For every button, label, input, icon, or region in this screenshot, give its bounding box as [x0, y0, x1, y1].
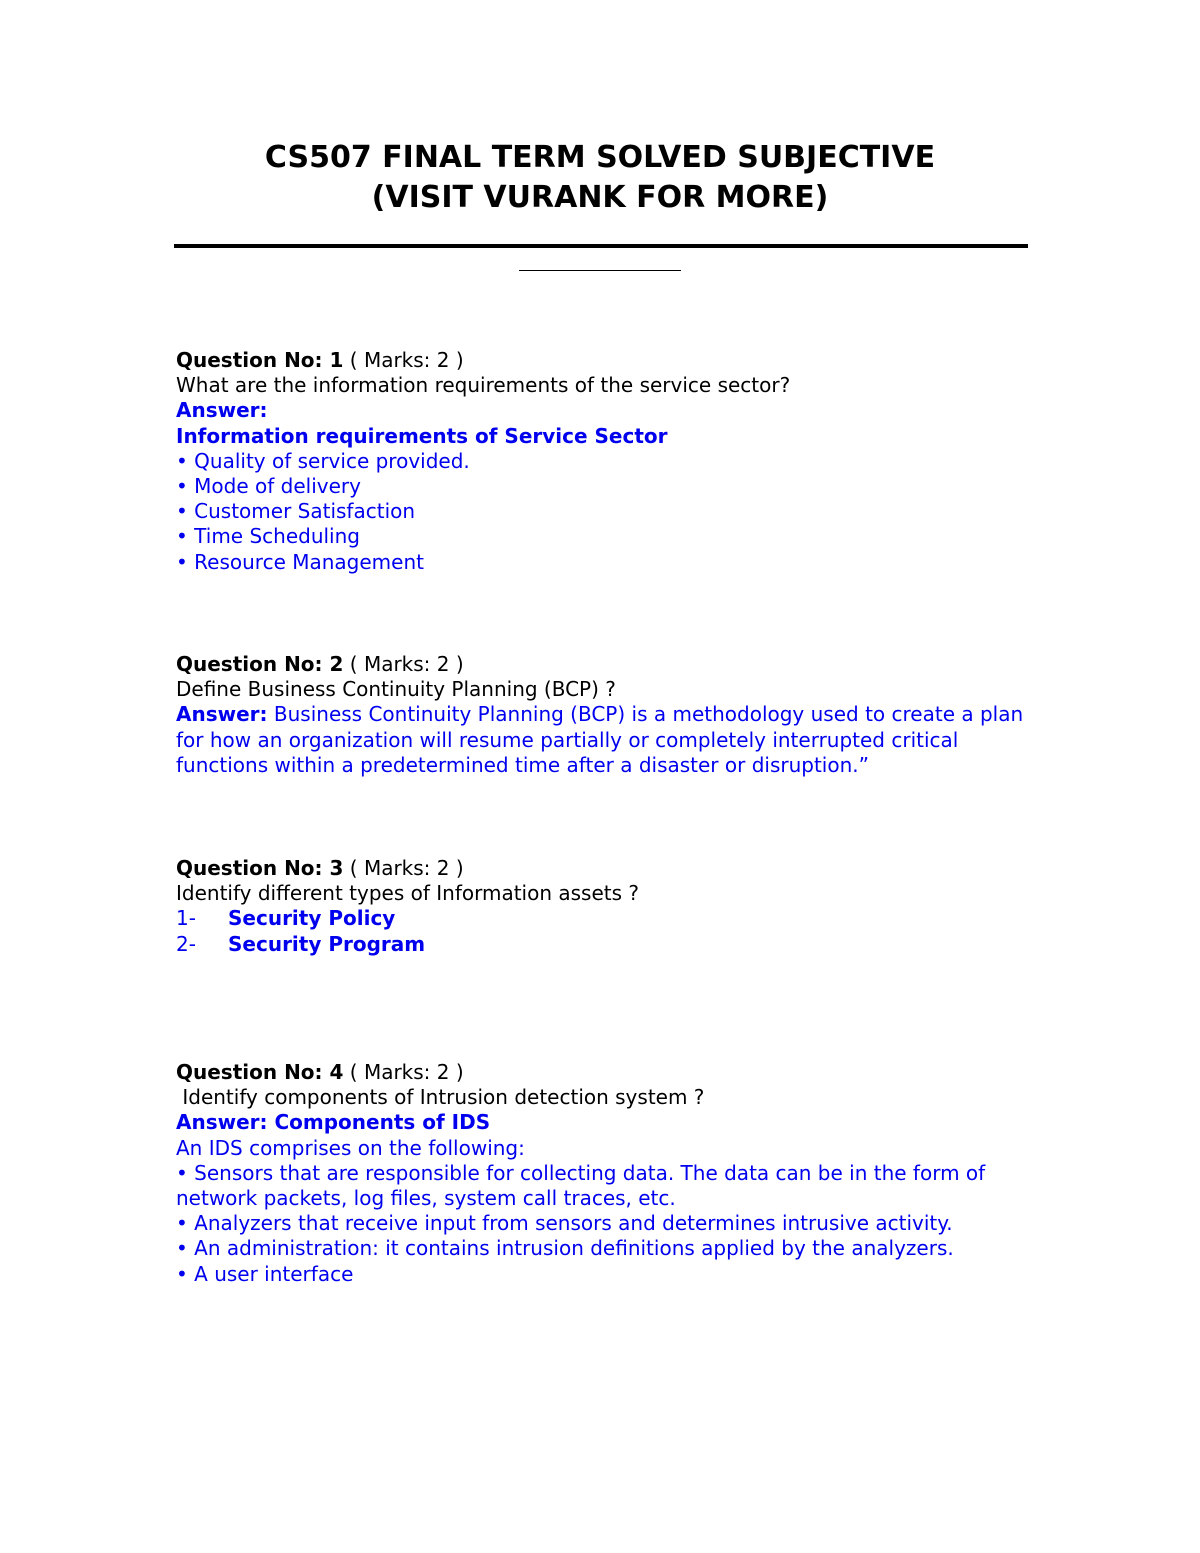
list-number: 1-	[176, 906, 196, 931]
question-number: Question No: 3	[176, 856, 344, 880]
question-text: Identify components of Intrusion detection system ?	[176, 1085, 705, 1110]
answer-bullet: • Quality of service provided.	[176, 448, 470, 473]
title-line-2: (VISIT VURANK FOR MORE)	[371, 180, 829, 215]
question-block-1	[176, 348, 1036, 575]
title-line-1: CS507 FINAL TERM SOLVED SUBJECTIVE	[264, 140, 936, 175]
answer-paragraph	[176, 702, 1036, 778]
page-title	[0, 138, 1200, 218]
question-text: What are the information requirements of the service sector?	[176, 373, 791, 398]
question-marks: ( Marks: 2 )	[349, 856, 464, 880]
answer-bullet: • Time Scheduling	[176, 524, 360, 549]
question-number: Question No: 1	[176, 348, 344, 372]
question-block-3	[176, 856, 1036, 957]
answer-bullet: • Analyzers that receive input from sensors and determines intrusive activity.	[176, 1211, 953, 1236]
answer-bullet: • Mode of delivery	[176, 474, 361, 499]
answer-bullet: • Sensors that are responsible for collecting data. The data can be in the form of network packets, log files, system call traces, etc.	[176, 1160, 986, 1211]
list-text: Security Policy	[228, 906, 396, 931]
answer-bullet: • A user interface	[176, 1261, 354, 1286]
question-block-2	[176, 652, 1036, 778]
question-block-4	[176, 1060, 1036, 1287]
answer-bullet: • Resource Management	[176, 549, 424, 574]
answer-label: Answer:	[176, 702, 268, 727]
question-header	[176, 652, 1036, 677]
title-divider	[174, 244, 1028, 248]
answer-list-item	[176, 906, 1036, 931]
question-marks: ( Marks: 2 )	[349, 652, 464, 676]
list-number: 2-	[176, 931, 196, 956]
answer-list-item	[176, 932, 1036, 957]
answer-heading: Information requirements of Service Sector	[176, 423, 668, 448]
answer-bullet: • An administration: it contains intrusion definitions applied by the analyzers.	[176, 1236, 954, 1261]
question-header	[176, 348, 1036, 373]
question-text: Identify different types of Information assets ?	[176, 881, 640, 906]
question-header	[176, 856, 1036, 881]
question-marks: ( Marks: 2 )	[349, 1060, 464, 1084]
answer-label: Answer:	[176, 398, 268, 423]
answer-intro: An IDS comprises on the following:	[176, 1135, 525, 1160]
answer-bullet: • Customer Satisfaction	[176, 499, 416, 524]
list-text: Security Program	[228, 931, 426, 956]
question-marks: ( Marks: 2 )	[349, 348, 464, 372]
question-text: Define Business Continuity Planning (BCP) ?	[176, 677, 616, 702]
question-number: Question No: 4	[176, 1060, 344, 1084]
question-header	[176, 1060, 1036, 1085]
answer-text: Business Continuity Planning (BCP) is a methodology used to create a plan for how an organization will resume partially or completely interrupted critical functions within a predetermined time after a disaster or disruption.”	[176, 702, 1024, 777]
answer-heading: Answer: Components of IDS	[176, 1110, 491, 1135]
question-number: Question No: 2	[176, 652, 344, 676]
short-divider	[519, 270, 681, 271]
